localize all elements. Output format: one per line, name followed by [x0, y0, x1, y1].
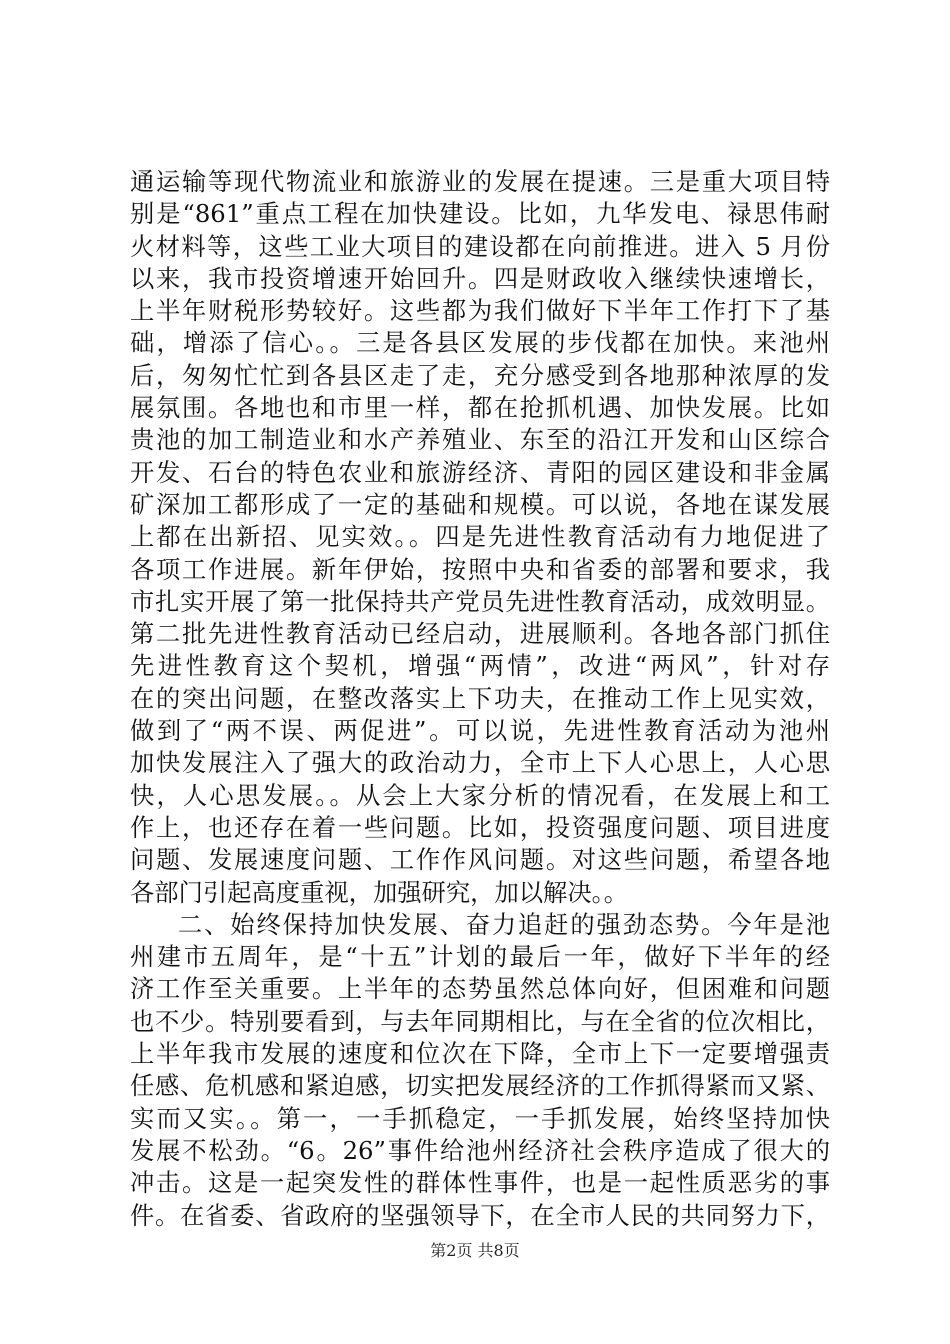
text-line: 上半年我市发展的速度和位次在下降，全市上下一定要增强责 — [130, 1039, 830, 1069]
text-line: 后，匆匆忙忙到各县区走了走，充分感受到各地那种浓厚的发 — [130, 360, 830, 390]
text-line: 通运输等现代物流业和旅游业的发展在提速。三是重大项目特 — [130, 167, 830, 196]
text-line: 州建市五周年，是“十五”计划的最后一年，做好下半年的经 — [130, 942, 830, 972]
text-line: 础，增添了信心。。三是各县区发展的步伐都在加快。来池州 — [130, 328, 830, 358]
text-line: 快，人心思发展。。从会上大家分析的情况看，在发展上和工 — [130, 780, 830, 810]
text-line: 问题、发展速度问题、工作作风问题。对这些问题，希望各地 — [130, 845, 830, 875]
text-line: 二、始终保持加快发展、奋力追赶的强劲态势。今年是池 — [178, 909, 830, 939]
text-line: 先进性教育这个契机，增强“两情”，改进“两风”，针对存 — [130, 651, 830, 681]
text-line: 件。在省委、省政府的坚强领导下，在全市人民的共同努力下， — [130, 1200, 830, 1230]
text-line: 开发、石台的特色农业和旅游经济、青阳的园区建设和非金属 — [130, 457, 830, 487]
text-line: 实而又实。。第一，一手抓稳定，一手抓发展，始终坚持加快 — [130, 1103, 830, 1133]
text-line: 做到了“两不误、两促进”。可以说，先进性教育活动为池州 — [130, 716, 830, 746]
text-line: 在的突出问题，在整改落实上下功夫，在推动工作上见实效， — [130, 683, 830, 713]
text-line: 任感、危机感和紧迫感，切实把发展经济的工作抓得紧而又紧、 — [130, 1071, 830, 1101]
text-line: 贵池的加工制造业和水产养殖业、东至的沿江开发和山区综合 — [130, 425, 830, 455]
text-line: 别是“861”重点工程在加快建设。比如，九华发电、禄思伟耐 — [130, 199, 830, 229]
text-line: 作上，也还存在着一些问题。比如，投资强度问题、项目进度 — [130, 812, 830, 842]
text-line: 第二批先进性教育活动已经启动，进展顺利。各地各部门抓住 — [130, 619, 830, 649]
text-line: 各部门引起高度重视，加强研究，加以解决。。 — [130, 877, 629, 907]
text-line: 矿深加工都形成了一定的基础和规模。可以说，各地在谋发展 — [130, 489, 830, 519]
page-footer: 第2页 共8页 — [430, 1241, 520, 1260]
text-line: 市扎实开展了第一批保持共产党员先进性教育活动，成效明显。 — [130, 586, 830, 616]
text-line: 发展不松劲。“6。26”事件给池州经济社会秩序造成了很大的 — [130, 1135, 830, 1165]
text-line: 上都在出新招、见实效。。四是先进性教育活动有力地促进了 — [130, 522, 830, 552]
text-line: 展氛围。各地也和市里一样，都在抢抓机遇、加快发展。比如 — [130, 393, 830, 423]
text-line: 上半年财税形势较好。这些都为我们做好下半年工作打下了基 — [130, 296, 830, 326]
text-line: 济工作至关重要。上半年的态势虽然总体向好，但困难和问题 — [130, 974, 830, 1004]
text-line: 冲击。这是一起突发性的群体性事件，也是一起性质恶劣的事 — [130, 1168, 830, 1198]
text-line: 火材料等，这些工业大项目的建设都在向前推进。进入 5 月份 — [130, 231, 830, 261]
text-line: 以来，我市投资增速开始回升。四是财政收入继续快速增长， — [130, 263, 830, 293]
document-body — [130, 166, 830, 1232]
text-line: 也不少。特别要看到，与去年同期相比，与在全省的位次相比， — [130, 1006, 830, 1036]
text-line: 加快发展注入了强大的政治动力，全市上下人心思上，人心思 — [130, 748, 830, 778]
text-line: 各项工作进展。新年伊始，按照中央和省委的部署和要求，我 — [130, 554, 830, 584]
